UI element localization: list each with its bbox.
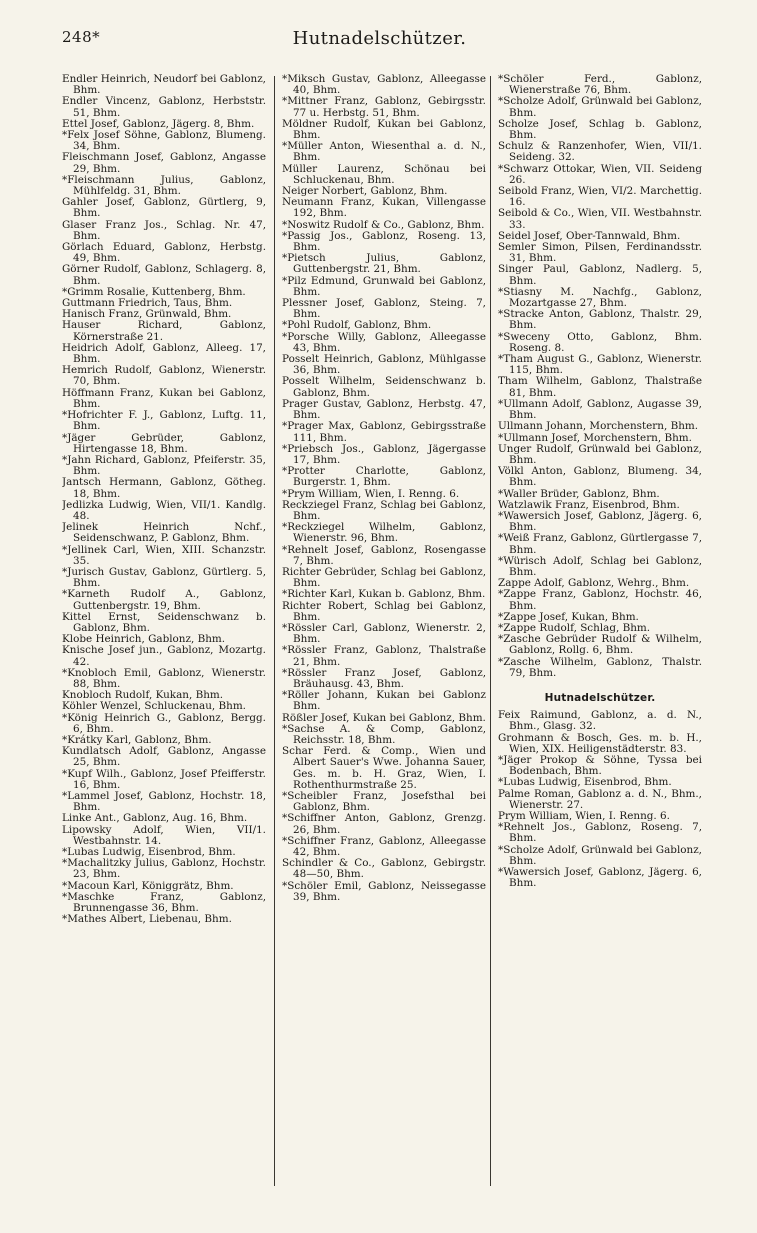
directory-entry: *Zappe Franz, Gablonz, Hochstr. 46, Bhm. bbox=[498, 588, 702, 612]
directory-entry: *Jahn Richard, Gablonz, Pfeiferstr. 35, Bhm. bbox=[62, 453, 266, 478]
directory-entry: *Prager Max, Gablonz, Gebirgsstraße 111, Bhm. bbox=[282, 420, 486, 444]
directory-entry: Görner Rudolf, Gablonz, Schlagerg. 8, Bhm. bbox=[62, 263, 266, 287]
directory-entry: *Rössler Franz, Gablonz, Thalstraße 21, Bhm. bbox=[282, 644, 486, 668]
directory-entry: *Rössler Franz Josef, Gablonz, Bräuhausg. 43, Bhm. bbox=[282, 666, 486, 690]
directory-entry: *Stracke Anton, Gablonz, Thalstr. 29, Bhm. bbox=[498, 308, 702, 332]
column-1 bbox=[62, 74, 266, 1214]
column-3 bbox=[498, 74, 702, 1214]
directory-entry: *Rössler Carl, Gablonz, Wienerstr. 2, Bhm. bbox=[282, 621, 486, 646]
directory-entry: *Porsche Willy, Gablonz, Alleegasse 43, Bhm. bbox=[282, 330, 486, 354]
directory-entry: Plessner Josef, Gablonz, Steing. 7, Bhm. bbox=[282, 297, 486, 321]
directory-entry: Seidel Josef, Ober-Tannwald, Bhm. bbox=[498, 229, 681, 242]
directory-entry: *Kupf Wilh., Gablonz, Josef Pfeifferstr. 16, Bhm. bbox=[62, 767, 266, 791]
directory-entry: *Hofrichter F. J., Gablonz, Luftg. 11, Bhm. bbox=[62, 409, 266, 433]
directory-entry: *Zasche Wilhelm, Gablonz, Thalstr. 79, Bhm. bbox=[498, 655, 702, 679]
directory-entry: *Jäger Prokop & Söhne, Tyssa bei Bodenbach, Bhm. bbox=[498, 753, 702, 778]
page-number: 248* bbox=[62, 28, 101, 46]
directory-entry: Gahler Josef, Gablonz, Gürtlerg, 9, Bhm. bbox=[62, 196, 266, 220]
directory-entry: Kundlatsch Adolf, Gablonz, Angasse 25, Bhm. bbox=[62, 745, 266, 769]
directory-entry: Richter Robert, Schlag bei Gablonz, Bhm. bbox=[282, 599, 486, 623]
directory-entry: Möldner Rudolf, Kukan bei Gablonz, Bhm. bbox=[282, 117, 486, 142]
directory-entry: Prym William, Wien, I. Renng. 6. bbox=[498, 810, 670, 822]
directory-entry: Schulz & Ranzenhofer, Wien, VII/1. Seideng. 32. bbox=[498, 140, 702, 164]
directory-entry: Jelinek Heinrich Nchf., Seidenschwanz, P. Gablonz, Bhm. bbox=[62, 521, 266, 545]
directory-entry: Watzlawik Franz, Eisenbrod, Bhm. bbox=[498, 498, 680, 511]
directory-entry: Görlach Eduard, Gablonz, Herbstg. 49, Bhm. bbox=[62, 241, 266, 265]
directory-entry: Reckziegel Franz, Schlag bei Gablonz, Bhm. bbox=[282, 498, 486, 522]
directory-entry: *Prym William, Wien, I. Renng. 6. bbox=[282, 487, 460, 500]
directory-entry: *Machalitzky Julius, Gablonz, Hochstr. 23, Bhm. bbox=[62, 857, 266, 881]
directory-entry: *Pohl Rudolf, Gablonz, Bhm. bbox=[282, 319, 432, 332]
directory-entry: Klobe Heinrich, Gablonz, Bhm. bbox=[62, 633, 226, 646]
directory-entry: Richter Gebrüder, Schlag bei Gablonz, Bhm. bbox=[282, 565, 486, 590]
page-title: Hutnadelschützer. bbox=[292, 28, 467, 49]
section-heading: Hutnadelschützer. bbox=[544, 691, 656, 704]
directory-entry: Zappe Adolf, Gablonz, Wehrg., Bhm. bbox=[498, 577, 690, 590]
directory-entry: *Fleischmann Julius, Gablonz, Mühlfeldg. 31, Bhm. bbox=[62, 173, 266, 198]
directory-entry: Prager Gustav, Gablonz, Herbstg. 47, Bhm. bbox=[282, 397, 486, 422]
directory-entry: *Noswitz Rudolf & Co., Gablonz, Bhm. bbox=[282, 218, 485, 231]
directory-entry: Unger Rudolf, Grünwald bei Gablonz, Bhm. bbox=[498, 442, 702, 466]
directory-entry: *Ullmann Adolf, Gablonz, Augasse 39, Bhm. bbox=[498, 397, 702, 422]
directory-entry: *Macoun Karl, Königgrätz, Bhm. bbox=[62, 879, 234, 892]
directory-entry: *Schiffner Anton, Gablonz, Grenzg. 26, Bhm. bbox=[282, 812, 486, 836]
directory-entry: *Mathes Albert, Liebenau, Bhm. bbox=[62, 913, 232, 926]
directory-entry: Scholze Josef, Schlag b. Gablonz, Bhm. bbox=[498, 117, 702, 142]
directory-entry: Neumann Franz, Kukan, Villengasse 192, Bhm. bbox=[282, 196, 486, 220]
directory-entry: *Zappe Rudolf, Schlag, Bhm. bbox=[498, 621, 651, 634]
directory-entry: *Schöler Ferd., Gablonz, Wienerstraße 76, Bhm. bbox=[498, 74, 702, 97]
directory-entry: *Weiß Franz, Gablonz, Gürtlergasse 7, Bhm. bbox=[498, 532, 702, 556]
directory-entry: *Scholze Adolf, Grünwald bei Gablonz, Bhm. bbox=[498, 843, 702, 867]
directory-entry: Lipowsky Adolf, Wien, VII/1. Westbahnstr. 14. bbox=[62, 823, 266, 847]
directory-entry: *Protter Charlotte, Gablonz, Burgerstr. 1, Bhm. bbox=[282, 465, 486, 489]
directory-entry: *Reckziegel Wilhelm, Gablonz, Wienerstr. 96, Bhm. bbox=[282, 521, 486, 545]
directory-entry: Völkl Anton, Gablonz, Blumeng. 34, Bhm. bbox=[498, 465, 702, 489]
directory-entry: Schindler & Co., Gablonz, Gebirgstr. 48—50, Bhm. bbox=[282, 857, 486, 881]
directory-entry: Ettel Josef, Gablonz, Jägerg. 8, Bhm. bbox=[62, 117, 255, 130]
directory-entry: *Scheibler Franz, Josefsthal bei Gablonz, Bhm. bbox=[282, 790, 486, 814]
directory-entry: Singer Paul, Gablonz, Nadlerg. 5, Bhm. bbox=[498, 263, 702, 287]
directory-entry: *Miksch Gustav, Gablonz, Alleegasse 40, Bhm. bbox=[282, 74, 486, 97]
column-divider bbox=[490, 76, 491, 1186]
directory-entry: Hauser Richard, Gablonz, Körnerstraße 21. bbox=[62, 319, 266, 343]
directory-entry: *Krátky Karl, Gablonz, Bhm. bbox=[62, 733, 212, 746]
directory-entry: *Jäger Gebrüder, Gablonz, Hirtengasse 18, Bhm. bbox=[62, 431, 266, 455]
directory-entry: *Felx Josef Söhne, Gablonz, Blumeng. 34, Bhm. bbox=[62, 129, 266, 153]
directory-entry: *Scholze Adolf, Grünwald bei Gablonz, Bhm. bbox=[498, 95, 702, 119]
directory-entry: Knische Josef jun., Gablonz, Mozartg. 42. bbox=[62, 644, 266, 668]
directory-entry: Ullmann Johann, Morchenstern, Bhm. bbox=[498, 420, 699, 433]
directory-entry: *Lubas Ludwig, Eisenbrod, Bhm. bbox=[62, 846, 236, 859]
directory-entry: Guttmann Friedrich, Taus, Bhm. bbox=[62, 297, 233, 310]
directory-entry: *Pilz Edmund, Grunwald bei Gablonz, Bhm. bbox=[282, 274, 486, 298]
directory-entry: Heidrich Adolf, Gablonz, Alleeg. 17, Bhm. bbox=[62, 341, 266, 366]
directory-entry: *Richter Karl, Kukan b. Gablonz, Bhm. bbox=[282, 588, 486, 601]
directory-entry: Tham Wilhelm, Gablonz, Thalstraße 81, Bhm. bbox=[498, 375, 702, 399]
directory-entry: Knobloch Rudolf, Kukan, Bhm. bbox=[62, 689, 224, 702]
directory-entry: *Schiffner Franz, Gablonz, Alleegasse 42, Bhm. bbox=[282, 834, 486, 859]
directory-entry: *Jellinek Carl, Wien, XIII. Schanzstr. 35. bbox=[62, 543, 266, 567]
directory-entry: Hanisch Franz, Grünwald, Bhm. bbox=[62, 308, 232, 321]
directory-entry: Linke Ant., Gablonz, Aug. 16, Bhm. bbox=[62, 812, 248, 825]
directory-entry: *Pietsch Julius, Gablonz, Guttenbergstr. 21, Bhm. bbox=[282, 252, 486, 276]
directory-entry: Posselt Wilhelm, Seidenschwanz b. Gablonz, Bhm. bbox=[282, 375, 486, 399]
directory-entry: *Müller Anton, Wiesenthal a. d. N., Bhm. bbox=[282, 140, 486, 164]
directory-entry: *Sachse A. & Comp, Gablonz, Reichsstr. 18, Bhm. bbox=[282, 722, 486, 746]
directory-entry: *Mittner Franz, Gablonz, Gebirgsstr. 77 u. Herbstg. 51, Bhm. bbox=[282, 95, 486, 119]
directory-entry: *Schöler Emil, Gablonz, Neissegasse 39, Bhm. bbox=[282, 879, 486, 903]
directory-entry: *Zappe Josef, Kukan, Bhm. bbox=[498, 610, 639, 623]
section-entries bbox=[498, 710, 702, 889]
directory-entry: Jedlizka Ludwig, Wien, VII/1. Kandlg. 48. bbox=[62, 498, 266, 522]
directory-entry: *Wawersich Josef, Gablonz, Jägerg. 6, Bhm. bbox=[498, 509, 702, 534]
directory-entry: Rößler Josef, Kukan bei Gablonz, Bhm. bbox=[282, 711, 486, 724]
directory-entry: *Lubas Ludwig, Eisenbrod, Bhm. bbox=[498, 776, 672, 789]
directory-entry: Seibold Franz, Wien, VI/2. Marchettig. 16. bbox=[498, 185, 702, 209]
directory-entry: Müller Laurenz, Schönau bei Schluckenau, Bhm. bbox=[282, 162, 486, 186]
directory-entry: Seibold & Co., Wien, VII. Westbahnstr. 33. bbox=[498, 207, 702, 231]
directory-entry: *Knobloch Emil, Gablonz, Wienerstr. 88, Bhm. bbox=[62, 666, 266, 690]
directory-entry: *Karneth Rudolf A., Gablonz, Guttenbergstr. 19, Bhm. bbox=[62, 588, 266, 612]
directory-entry: *Jurisch Gustav, Gablonz, Gürtlerg. 5, Bhm. bbox=[62, 565, 266, 590]
directory-entry: *Ullmann Josef, Morchenstern, Bhm. bbox=[498, 431, 692, 444]
directory-entry: *Schwarz Ottokar, Wien, VII. Seideng 26. bbox=[498, 162, 702, 186]
directory-entry: *Röller Johann, Kukan bei Gablonz Bhm. bbox=[282, 689, 486, 713]
directory-entry: Feix Raimund, Gablonz, a. d. N., Bhm., Glasg. 32. bbox=[498, 709, 702, 733]
directory-entry: *König Heinrich G., Gablonz, Bergg. 6, Bhm. bbox=[62, 711, 266, 735]
directory-entry: *Wawersich Josef, Gablonz, Jägerg. 6, Bhm. bbox=[498, 866, 702, 890]
column-2 bbox=[282, 74, 486, 1214]
directory-entry: Jantsch Hermann, Gablonz, Götheg. 18, Bhm. bbox=[62, 476, 266, 500]
directory-entry: Endler Heinrich, Neudorf bei Gablonz, Bhm. bbox=[62, 74, 266, 97]
directory-entry: *Rehnelt Jos., Gablonz, Roseng. 7, Bhm. bbox=[498, 821, 702, 845]
directory-entry: Neiger Norbert, Gablonz, Bhm. bbox=[282, 185, 448, 198]
directory-entry: Glaser Franz Jos., Schlag. Nr. 47, Bhm. bbox=[62, 218, 266, 242]
directory-entry: *Lammel Josef, Gablonz, Hochstr. 18, Bhm. bbox=[62, 790, 266, 814]
directory-entry: *Maschke Franz, Gablonz, Brunnengasse 36, Bhm. bbox=[62, 890, 266, 915]
directory-entry: Posselt Heinrich, Gablonz, Mühlgasse 36, Bhm. bbox=[282, 353, 486, 377]
directory-entry: Köhler Wenzel, Schluckenau, Bhm. bbox=[62, 700, 246, 713]
directory-entry: *Stiasny M. Nachfg., Gablonz, Mozartgasse 27, Bhm. bbox=[498, 285, 702, 310]
directory-entry: Semler Simon, Pilsen, Ferdinandsstr. 31, Bhm. bbox=[498, 241, 702, 265]
directory-entry: Höffmann Franz, Kukan bei Gablonz, Bhm. bbox=[62, 386, 266, 410]
directory-entry: *Rehnelt Josef, Gablonz, Rosengasse 7, Bhm. bbox=[282, 543, 486, 567]
column-divider bbox=[274, 76, 275, 1186]
directory-entry: Schar Ferd. & Comp., Wien und Albert Sauer's Wwe. Johanna Sauer, Ges. m. b. H. Graz, Wien, I. Rothenthurmstraße 25. bbox=[282, 745, 486, 791]
directory-entry: *Würisch Adolf, Schlag bei Gablonz, Bhm. bbox=[498, 554, 702, 578]
directory-entry: Grohmann & Bosch, Ges. m. b. H., Wien, XIX. Heiligenstädterstr. 83. bbox=[498, 731, 702, 755]
directory-entry: Fleischmann Josef, Gablonz, Angasse 29, Bhm. bbox=[62, 151, 266, 175]
directory-entry: Hemrich Rudolf, Gablonz, Wienerstr. 70, Bhm. bbox=[62, 364, 266, 388]
directory-entry: *Tham August G., Gablonz, Wienerstr. 115, Bhm. bbox=[498, 353, 702, 377]
directory-entry: *Passig Jos., Gablonz, Roseng. 13, Bhm. bbox=[282, 229, 486, 254]
directory-entry: Kittel Ernst, Seidenschwanz b. Gablonz, Bhm. bbox=[62, 610, 266, 634]
page-header bbox=[62, 14, 697, 52]
directory-entry: Palme Roman, Gablonz a. d. N., Bhm., Wienerstr. 27. bbox=[498, 787, 702, 811]
directory-entry: *Zasche Gebrüder Rudolf & Wilhelm, Gablonz, Rollg. 6, Bhm. bbox=[498, 633, 702, 657]
directory-columns bbox=[62, 74, 702, 1214]
directory-entry: *Priebsch Jos., Gablonz, Jägergasse 17, Bhm. bbox=[282, 442, 486, 466]
directory-entry: *Sweceny Otto, Gablonz, Bhm. Roseng. 8. bbox=[498, 330, 702, 354]
column-3-entries bbox=[498, 74, 702, 679]
directory-entry: *Waller Brüder, Gablonz, Bhm. bbox=[498, 487, 660, 500]
directory-entry: *Grimm Rosalie, Kuttenberg, Bhm. bbox=[62, 285, 246, 298]
directory-entry: Endler Vincenz, Gablonz, Herbststr. 51, Bhm. bbox=[62, 95, 266, 119]
